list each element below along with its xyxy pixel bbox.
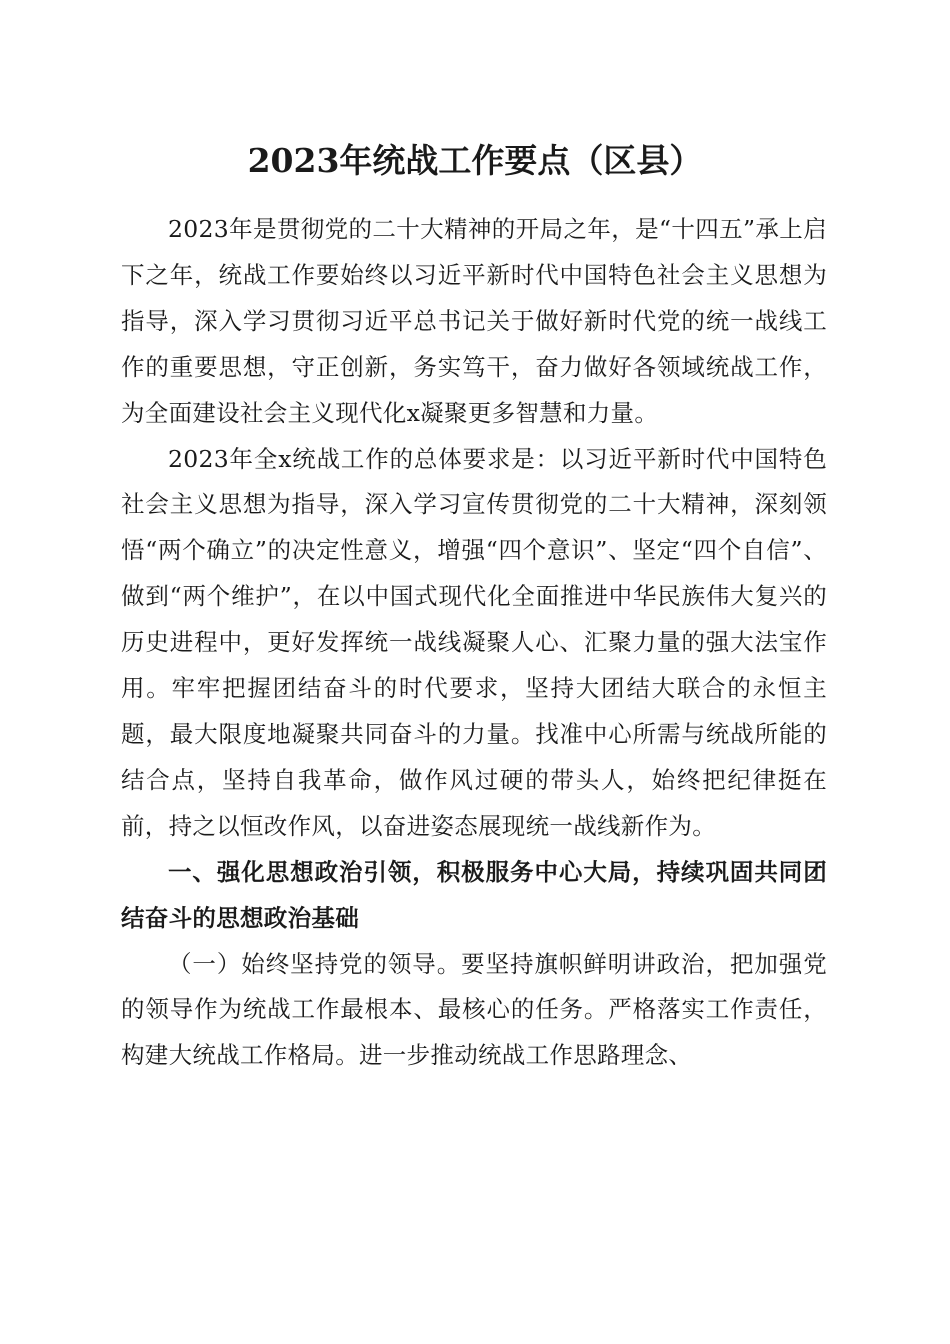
general-requirements-paragraph: 2023年全x统战工作的总体要求是：以习近平新时代中国特色社会主义思想为指导，深入学习宣传贯彻党的二十大精神，深刻领悟“两个确立”的决定性意义，增强“四个意识”、坚定“四个自信”、做到“两个维护”，在以中国式现代化全面推进中华民族伟大复兴的历史进程中，更好发挥统一战线凝聚人心、汇聚力量的强大法宝作用。牢牢把握团结奋斗的时代要求，坚持大团结大联合的永恒主题，最大限度地凝聚共同奋斗的力量。找准中心所需与统战所能的结合点，坚持自我革命，做作风过硬的带头人，始终把纪律挺在前，持之以恒改作风，以奋进姿态展现统一战线新作为。 [121,444,827,840]
document-title: 2023年统战工作要点（区县） [247,141,703,180]
intro-paragraph: 2023年是贯彻党的二十大精神的开局之年，是“十四五”承上启下之年，统战工作要始终以习近平新时代中国特色社会主义思想为指导，深入学习贯彻习近平总书记关于做好新时代党的统一战线工作的重要思想，守正创新，务实笃干，奋力做好各领域统战工作，为全面建设社会主义现代化x凝聚更多智慧和力量。 [121,215,827,427]
section-heading-1: 一、强化思想政治引领，积极服务中心大局，持续巩固共同团结奋斗的思想政治基础 [121,857,827,932]
document-body [121,207,827,1079]
section-1-item-1: （一）始终坚持党的领导。要坚持旗帜鲜明讲政治，把加强党的领导作为统战工作最根本、最核心的任务。严格落实工作责任，构建大统战工作格局。进一步推动统战工作思路理念、 [121,949,827,1070]
